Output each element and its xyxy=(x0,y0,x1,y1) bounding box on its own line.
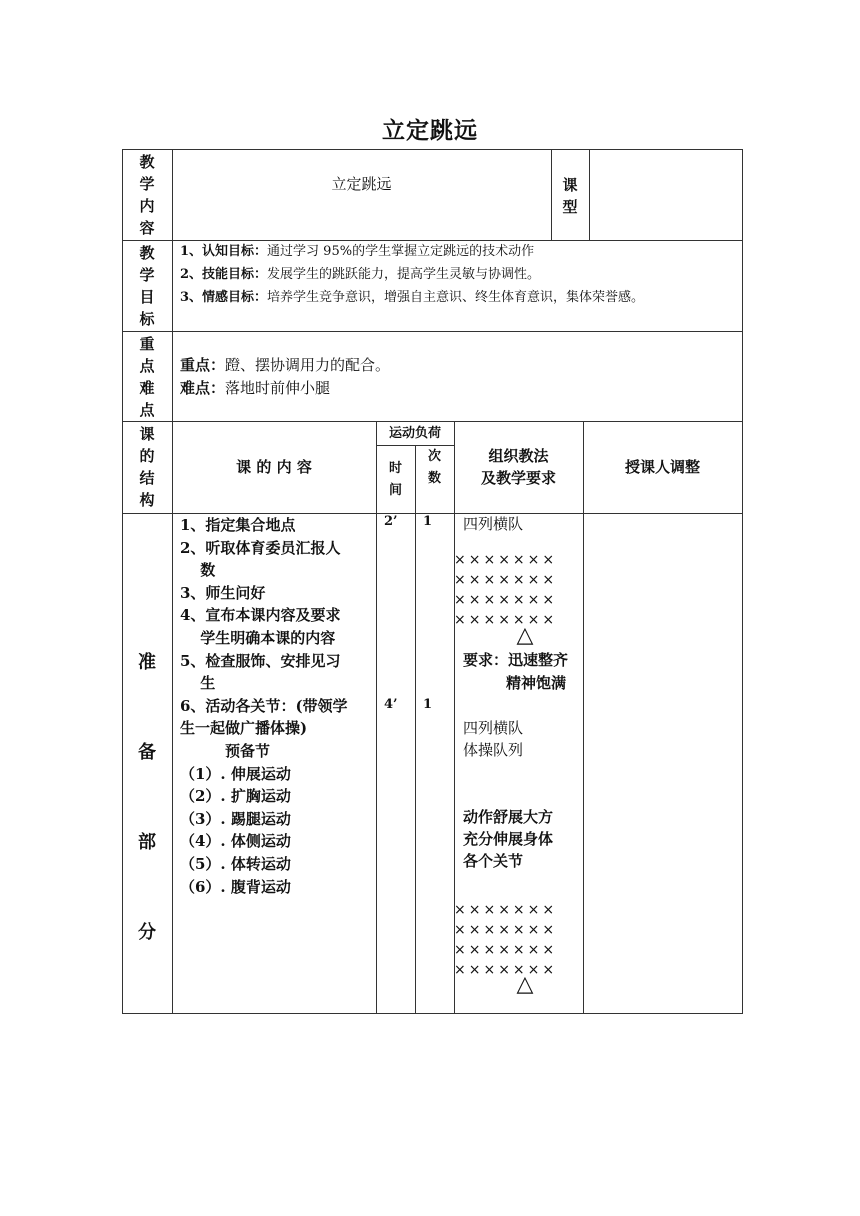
count-value-1: 1 xyxy=(423,514,433,529)
formation-grid-1 xyxy=(454,550,583,630)
time-value-1: 2’ xyxy=(384,514,398,529)
preparation-content xyxy=(180,514,376,898)
formation-grid-2 xyxy=(454,900,583,980)
requirement: 要求：迅速整齐 xyxy=(463,651,569,669)
count-value-2: 1 xyxy=(423,697,433,712)
list-item: 1、指定集合地点 xyxy=(180,516,296,534)
list-item: 预备节 xyxy=(180,741,271,760)
list-item: （4）. 体侧运动 xyxy=(180,832,291,851)
formation-2b: 体操队列 xyxy=(463,741,524,759)
student-row: ××××××× xyxy=(454,552,558,568)
teaching-goals xyxy=(180,240,740,309)
list-item: （3）. 踢腿运动 xyxy=(180,809,291,828)
requirement-2: 精神饱满 xyxy=(506,674,567,692)
student-row: ××××××× xyxy=(454,572,558,588)
key-difficult-label: 重 点 难 点 xyxy=(139,335,155,419)
student-row: ××××××× xyxy=(454,592,558,608)
list-item: 2、听取体育委员汇报人 xyxy=(180,538,341,557)
student-row: ××××××× xyxy=(454,612,558,628)
list-item: 5、检查服饰、安排见习 xyxy=(180,651,341,670)
formation-1: 四列横队 xyxy=(463,515,524,533)
organization-header: 组织教法 及教学要求 xyxy=(480,447,556,487)
list-item: 4、宣布本课内容及要求 xyxy=(180,606,341,625)
goal-skill: 2、技能目标：发展学生的跳跃能力，提高学生灵敏与协调性。 xyxy=(180,267,541,282)
difficult-point: 难点：落地时前伸小腿 xyxy=(180,379,331,397)
time-value-2: 4’ xyxy=(384,697,398,712)
list-item: 生一起做广播体操) xyxy=(180,719,308,738)
teacher-mark-1: △ xyxy=(516,623,534,648)
list-item: （1）. 伸展运动 xyxy=(180,764,291,783)
preparation-part-label: 准 备 部 分 xyxy=(138,652,156,943)
list-item: 数 xyxy=(180,561,216,580)
list-item: 学生明确本课的内容 xyxy=(180,628,336,647)
goal-emotional: 3、情感目标：培养学生竞争意识，增强自主意识、终生体育意识，集体荣誉感。 xyxy=(180,290,645,305)
teaching-content: 立定跳远 xyxy=(331,175,392,193)
list-item: 6、活动各关节：(带领学 xyxy=(180,696,348,715)
structure-label: 课 的 结 构 xyxy=(139,425,155,509)
list-item: 生 xyxy=(180,674,216,693)
load-header: 运动负荷 xyxy=(388,426,441,441)
content-header: 课 的 内 容 xyxy=(236,458,312,476)
list-item: （2）. 扩胸运动 xyxy=(180,787,291,806)
time-header: 时 间 xyxy=(388,461,402,498)
page-title: 立定跳远 xyxy=(382,117,478,144)
lesson-type-label: 课 型 xyxy=(562,176,578,216)
exercise-notes: 动作舒展大方 充分伸展身体 各个关节 xyxy=(463,808,554,870)
list-item: 3、师生问好 xyxy=(180,583,266,602)
adjustment-header: 授课人调整 xyxy=(624,458,700,476)
key-point: 重点：蹬、摆协调用力的配合。 xyxy=(180,356,391,374)
student-row: ××××××× xyxy=(454,902,558,918)
student-row: ××××××× xyxy=(454,922,558,938)
goal-cognitive: 1、认知目标：通过学习 95%的学生掌握立定跳远的技术动作 xyxy=(180,244,535,259)
teaching-goals-label: 教 学 目 标 xyxy=(139,244,155,328)
list-item: （6）. 腹背运动 xyxy=(180,877,291,896)
teaching-content-label: 教 学 内 容 xyxy=(139,153,155,237)
formation-2a: 四列横队 xyxy=(463,719,524,737)
list-item: （5）. 体转运动 xyxy=(180,854,291,873)
teacher-mark-2: △ xyxy=(516,972,534,997)
student-row: ××××××× xyxy=(454,962,558,978)
student-row: ××××××× xyxy=(454,942,558,958)
count-header: 次 数 xyxy=(427,449,441,486)
